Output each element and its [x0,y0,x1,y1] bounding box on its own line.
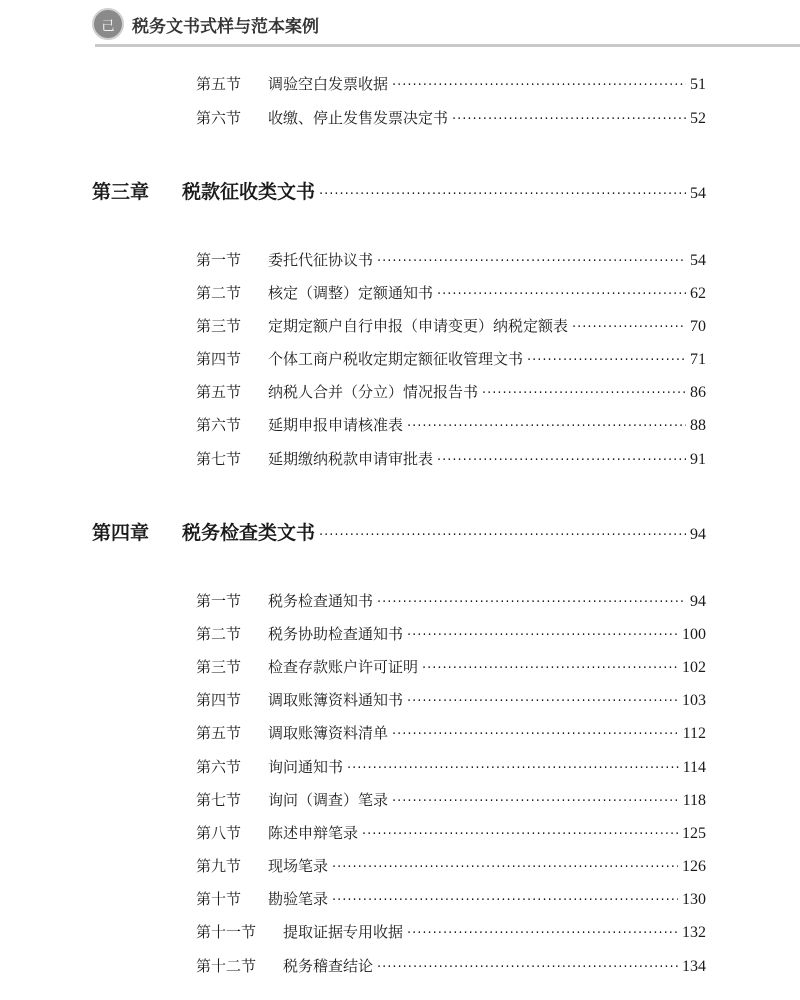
entry-page: 71 [690,351,706,368]
toc-entry[interactable] [196,955,706,976]
entry-label: 第十节 [196,890,242,908]
entry-page: 54 [690,252,706,269]
toc-entry[interactable] [196,623,706,644]
entry-title: 勘验笔录 [268,890,329,908]
chapter-entry[interactable] [92,177,706,204]
entry-page: 103 [682,692,706,709]
entry-label: 第六节 [196,109,242,127]
entry-label: 第九节 [196,857,242,875]
leader-dots [319,528,686,543]
leader-dots [362,827,678,842]
entry-page: 70 [690,318,706,335]
entry-label: 第十二节 [196,957,257,975]
header-rule [95,44,800,47]
entry-title: 询问通知书 [268,758,344,776]
entry-page: 100 [682,626,706,643]
entry-page: 94 [690,593,706,610]
entry-page: 112 [682,725,706,742]
leader-dots [527,353,686,368]
entry-title: 收缴、停止发售发票决定书 [268,109,449,127]
toc-entry[interactable] [196,381,706,402]
entry-label: 第六节 [196,758,242,776]
entry-title: 陈述申辩笔录 [268,824,359,842]
running-header [92,4,800,44]
leader-dots [482,386,686,401]
leader-dots [407,694,678,709]
entry-title: 调验空白发票收据 [268,75,389,93]
entry-title: 税务协助检查通知书 [268,625,404,643]
entry-label: 第二节 [196,284,242,302]
leader-dots [437,453,686,468]
leader-dots [422,661,678,676]
toc-entry[interactable] [196,656,706,677]
entry-label: 第四节 [196,350,242,368]
leader-dots [377,254,686,269]
entry-title: 检查存款账户许可证明 [268,658,419,676]
entry-label: 第三节 [196,317,242,335]
entry-page: 102 [682,659,706,676]
leader-dots [452,112,686,127]
entry-page: 62 [690,285,706,302]
chapter-page: 54 [690,185,706,202]
toc-entry[interactable] [196,888,706,909]
toc-entry[interactable] [196,855,706,876]
entry-title: 延期申报申请核准表 [268,416,404,434]
entry-label: 第五节 [196,383,242,401]
leader-dots [319,187,686,202]
entry-page: 134 [682,958,706,975]
entry-title: 委托代征协议书 [268,251,374,269]
leader-dots [392,794,679,809]
leader-dots [437,287,686,302]
entry-label: 第五节 [196,75,242,93]
entry-title: 调取账簿资料通知书 [268,691,404,709]
entry-title: 定期定额户自行申报（申请变更）纳税定额表 [268,317,569,335]
entry-page: 52 [690,110,706,127]
entry-page: 118 [682,792,706,809]
toc-entry[interactable] [196,448,706,469]
entry-page: 125 [682,825,706,842]
toc-entry[interactable] [196,282,706,303]
entry-title: 现场笔录 [268,857,329,875]
chapter-title: 税款征收类文书 [182,181,316,203]
entry-title: 调取账簿资料清单 [268,724,389,742]
leader-dots [377,595,686,610]
toc-entry[interactable] [196,107,706,128]
entry-label: 第四节 [196,691,242,709]
entry-title: 纳税人合并（分立）情况报告书 [268,383,479,401]
toc-entry[interactable] [196,315,706,336]
leader-dots [332,893,678,908]
entry-title: 税务稽查结论 [283,957,374,975]
entry-label: 第五节 [196,724,242,742]
toc-entry[interactable] [196,348,706,369]
entry-title: 询问（调查）笔录 [268,791,389,809]
leader-dots [392,727,679,742]
entry-label: 第一节 [196,592,242,610]
leader-dots [407,926,678,941]
toc-entry[interactable] [196,756,706,777]
entry-page: 132 [682,924,706,941]
leader-dots [407,628,678,643]
entry-page: 91 [690,451,706,468]
entry-label: 第二节 [196,625,242,643]
leader-dots [377,960,678,975]
toc-entry[interactable] [196,73,706,94]
entry-label: 第三节 [196,658,242,676]
toc-entry[interactable] [196,414,706,435]
entry-page: 114 [682,759,706,776]
leader-dots [572,320,686,335]
leader-dots [347,761,679,776]
toc-entry[interactable] [196,590,706,611]
entry-page: 86 [690,384,706,401]
entry-title: 提取证据专用收据 [283,923,404,941]
entry-label: 第七节 [196,450,242,468]
entry-title: 个体工商户税收定期定额征收管理文书 [268,350,524,368]
leader-dots [332,860,678,875]
chapter-entry[interactable] [92,518,706,545]
chapter-label: 第四章 [92,522,150,544]
chapter-label: 第三章 [92,181,150,203]
entry-label: 第七节 [196,791,242,809]
chapter-title: 税务检查类文书 [182,522,316,544]
chapter-page: 94 [690,526,706,543]
leader-dots [407,419,686,434]
leader-dots [392,78,686,93]
entry-title: 延期缴纳税款申请审批表 [268,450,434,468]
entry-page: 51 [690,76,706,93]
entry-page: 88 [690,417,706,434]
header-badge-icon: 己 [92,8,124,40]
entry-label: 第八节 [196,824,242,842]
book-title: 税务文书式样与范本案例 [132,16,319,37]
toc-entry[interactable] [196,689,706,710]
entry-label: 第十一节 [196,923,257,941]
entry-page: 130 [682,891,706,908]
entry-title: 税务检查通知书 [268,592,374,610]
entry-page: 126 [682,858,706,875]
toc-entry[interactable] [196,921,706,942]
entry-title: 核定（调整）定额通知书 [268,284,434,302]
toc-entry[interactable] [196,249,706,270]
toc-entry[interactable] [196,822,706,843]
toc-entry[interactable] [196,722,706,743]
toc-entry[interactable] [196,789,706,810]
entry-label: 第一节 [196,251,242,269]
entry-label: 第六节 [196,416,242,434]
